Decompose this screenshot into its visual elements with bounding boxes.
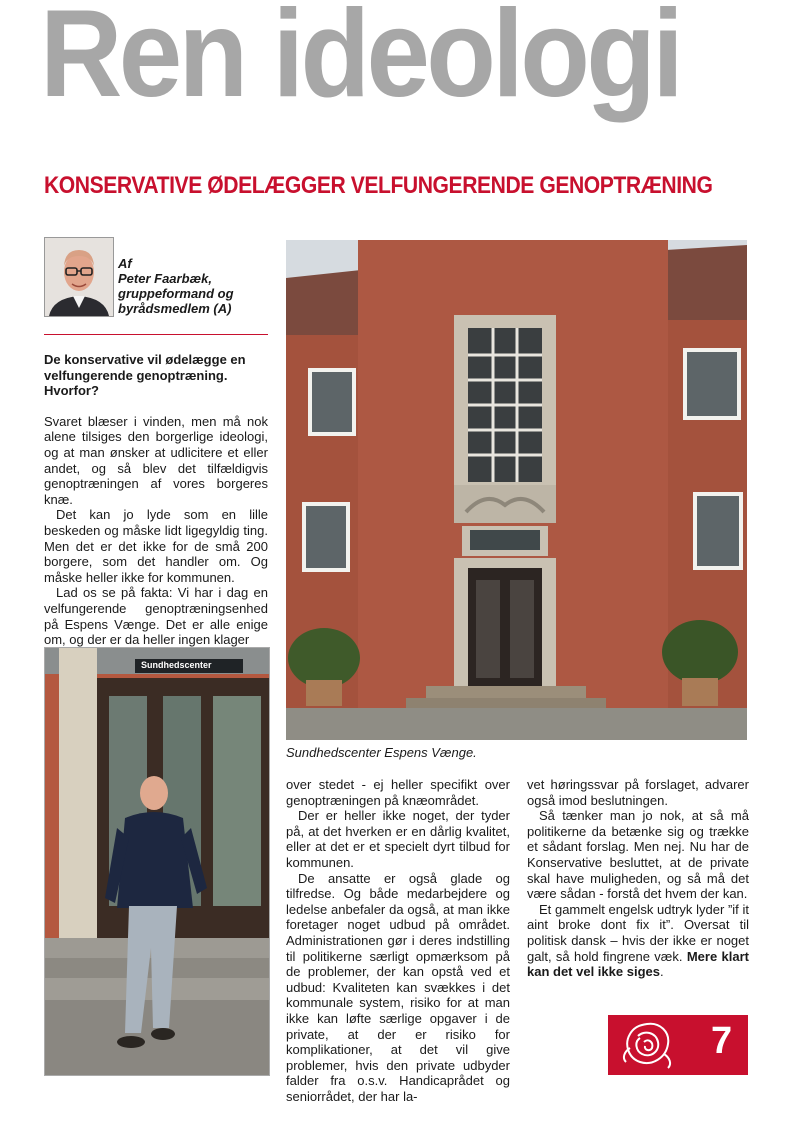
article-paragraph: vet høringssvar på forslaget, advarer også imod beslutningen. — [527, 777, 749, 808]
building-photo — [286, 240, 747, 740]
rose-logo-icon — [618, 1018, 676, 1072]
article-paragraph: Det kan jo lyde som en lille beskeden og måske lidt ligegyldig ting. Men det er det ikke for de små 200 borgere, som det handler om. Og måske heller ikke for kommunen. — [44, 507, 268, 585]
article-headline: KONSERVATIVE ØDELÆGGER VELFUNGERENDE GENOPTRÆNING — [44, 172, 713, 199]
author-photo — [44, 647, 270, 1076]
article-column-3 — [527, 777, 749, 980]
article-lead: De konservative vil ødelægge en velfungerende genoptræning. Hvorfor? — [44, 352, 246, 399]
article-conclusion: Mere klart kan det vel ikke siges — [527, 948, 749, 980]
article-paragraph: Lad os se på fakta: Vi har i dag en velfungerende genoptræningsenhed på Espens Vænge. Det er alle enige om, og der er da heller ingen klager — [44, 585, 268, 648]
photo-caption: Sundhedscenter Espens Vænge. — [286, 745, 477, 760]
page-title: Ren ideologi — [40, 0, 681, 123]
byline-prefix: Af — [118, 256, 132, 271]
article-paragraph: over stedet - ej heller specifikt over genoptræningen på knæområdet. — [286, 777, 510, 808]
byline — [118, 256, 234, 316]
article-column-2 — [286, 777, 510, 1104]
article-paragraph: De ansatte er også glade og tilfredse. Og både medarbejdere og ledelse anbefaler da også, at man ikke foretager noget udbud på området. Administrationen gør i deres indstilling til politikerne særligt opmærksom på de problemer, der kan opstå ved et udbud: Kvaliteten kan svækkes i det kommunale system, risiko for at man ikke kan løfte særlige opgaver i de private, at der er risiko for komplikationer, at det vil give problemer, hvis den private udbyder falder fra o.s.v. Handicaprådet og seniorrådet, der har la- — [286, 870, 510, 1104]
article-paragraph: Så tænker man jo nok, at så må politikerne da betænke sig og trække et sådant forslag. Men nej. Nu har de Konservative besluttet, at de private skal have muligheden, og så må det være sådan - forstå det hvem der kan. — [527, 808, 749, 902]
byline-role-2: byrådsmedlem (A) — [118, 301, 232, 316]
byline-divider — [44, 334, 268, 335]
article-paragraph: Der er heller ikke noget, der tyder på, at det hverken er en dårlig kvalitet, eller at det er et specielt dyrt tilbud for kommunen. — [286, 808, 510, 870]
author-portrait — [44, 237, 114, 317]
article-paragraph: Et gammelt engelsk udtryk lyder ”if it aint broke dont fix it”. Oversat til politisk dansk – hvis der ikke er noget galt, så hold fingrene væk. Mere klart kan det vel ikke siges. — [527, 901, 749, 980]
article-paragraph: Svaret blæser i vinden, men må nok alene tilsiges den borgerlige ideologi, og at man ønsker at udlicitere et eller andet, og så blev det tilfældigvis genoptræningen af vores borgeres knæ. — [44, 413, 268, 507]
article-column-1 — [44, 352, 268, 648]
building-sign: Sundhedscenter — [141, 660, 212, 670]
page-number: 7 — [711, 1020, 733, 1062]
byline-role: gruppeformand og — [118, 286, 234, 301]
byline-author: Peter Faarbæk, — [118, 271, 212, 286]
